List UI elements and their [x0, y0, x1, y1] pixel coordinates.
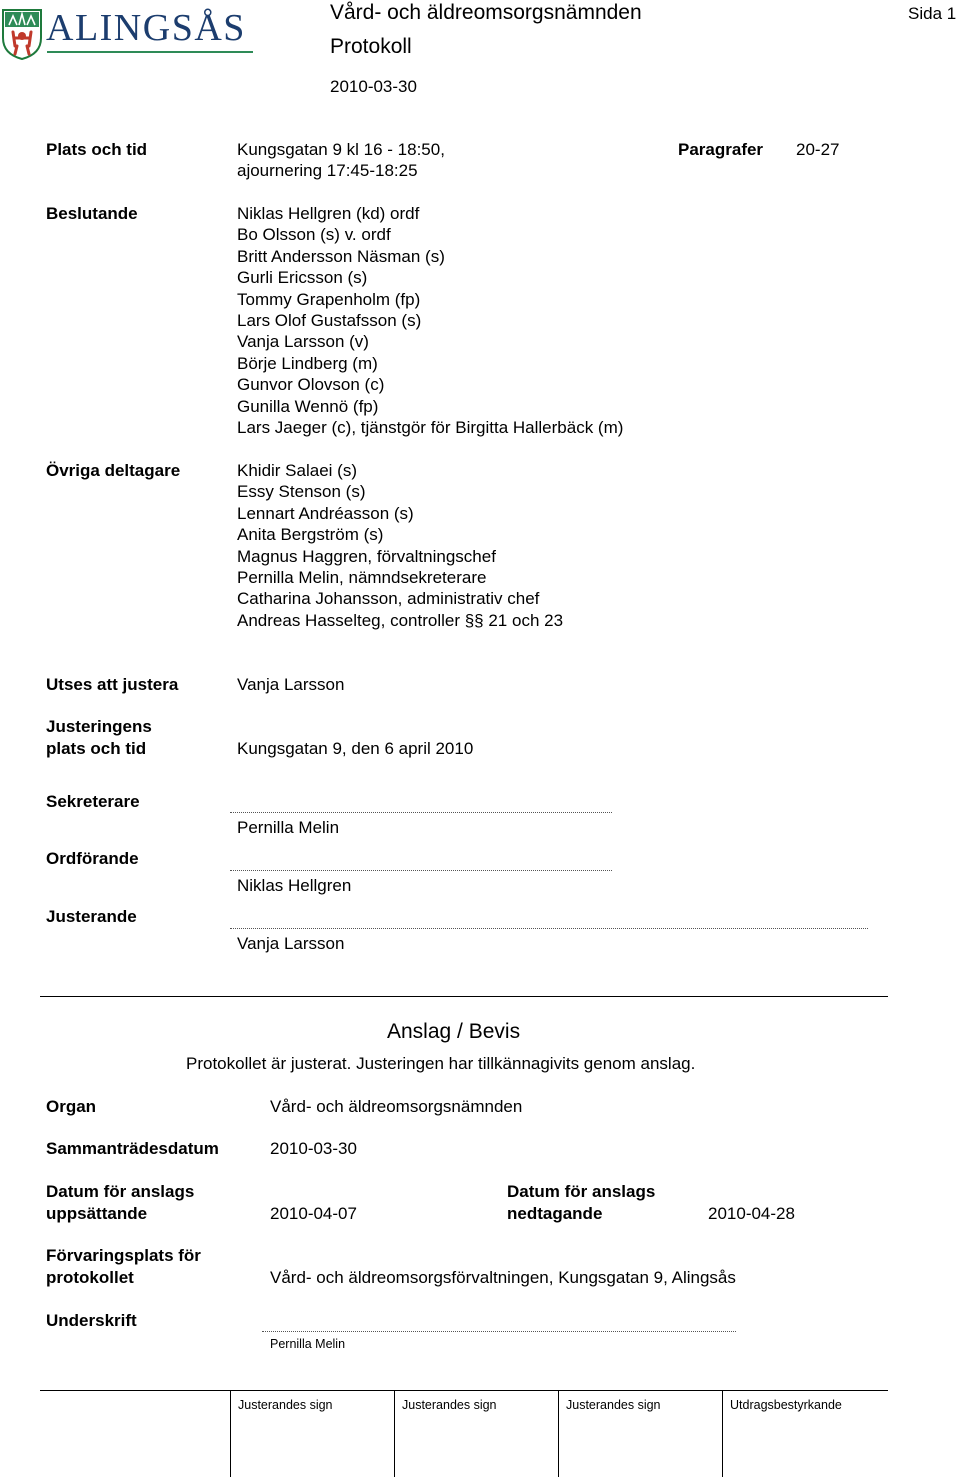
notice-statement: Protokollet är justerat. Justeringen har tillkännagivits genom anslag. — [186, 1054, 696, 1073]
participant-item: Khidir Salaei (s) — [237, 461, 357, 480]
coat-of-arms-icon — [1, 8, 43, 60]
member-item: Gunilla Wennö (fp) — [237, 396, 379, 416]
footer-sign-cell: Justerandes sign — [238, 1398, 333, 1412]
participant-item: Lennart Andréasson (s) — [237, 503, 414, 523]
page-number: Sida 1 — [908, 4, 957, 23]
meeting-date-label: Sammanträdesdatum — [46, 1139, 219, 1158]
member-item: Gunvor Olovson (c) — [237, 375, 385, 395]
footer-col-separator — [230, 1391, 231, 1477]
member-item: Börje Lindberg (m) — [237, 353, 378, 373]
place-label: Plats och tid — [46, 140, 148, 159]
logo-underline — [47, 51, 253, 53]
member-item: Britt Andersson Näsman (s) — [237, 246, 445, 266]
member-item: Tommy Grapenholm (fp) — [237, 289, 421, 309]
member-item: Lars Olof Gustafsson (s) — [237, 311, 422, 331]
adjustment-label-line: plats och tid — [46, 738, 147, 758]
participant-item: Magnus Haggren, förvaltningschef — [237, 546, 496, 566]
others-label: Övriga deltagare — [46, 461, 181, 480]
member-item: Bo Olsson (s) v. ordf — [237, 225, 391, 245]
document-date: 2010-03-30 — [330, 77, 417, 96]
meeting-date-value: 2010-03-30 — [270, 1139, 357, 1158]
storage-value: Vård- och äldreomsorgsförvaltningen, Kungsgatan 9, Alingsås — [270, 1268, 736, 1287]
organ-value: Vård- och äldreomsorgsnämnden — [270, 1097, 523, 1116]
committee-title: Vård- och äldreomsorgsnämnden — [330, 1, 642, 24]
footer-certification-cell: Utdragsbestyrkande — [730, 1398, 842, 1412]
decision-members — [237, 203, 623, 438]
posted-label-line: Datum för anslags — [46, 1182, 195, 1201]
logo-text: ALINGSÅS — [46, 7, 246, 49]
organ-label: Organ — [46, 1097, 97, 1116]
footer-col-separator — [394, 1391, 395, 1477]
storage-label-line: protokollet — [46, 1267, 134, 1287]
footer-sign-cell: Justerandes sign — [566, 1398, 661, 1412]
participant-item: Anita Bergström (s) — [237, 525, 384, 545]
secretary-label: Sekreterare — [46, 792, 140, 811]
footer-col-separator — [722, 1391, 723, 1477]
notice-title: Anslag / Bevis — [387, 1020, 521, 1043]
secretary-signature-line — [230, 812, 612, 813]
place-value — [237, 139, 445, 182]
other-participants — [237, 460, 563, 631]
removed-label-line: nedtagande — [507, 1203, 603, 1223]
decision-label: Beslutande — [46, 204, 138, 223]
municipality-logo — [0, 6, 260, 62]
footer-col-separator — [558, 1391, 559, 1477]
removed-label-line: Datum för anslags — [507, 1182, 656, 1201]
adjustment-label-line: Justeringens — [46, 717, 152, 736]
paragraphs-value: 20-27 — [796, 140, 840, 159]
adjustment-place-label — [46, 716, 152, 759]
notice-signature-line — [262, 1331, 736, 1332]
participant-item: Essy Stenson (s) — [237, 482, 366, 502]
paragraphs-label: Paragrafer — [678, 140, 764, 159]
adjuster-signature-line — [230, 928, 868, 929]
member-item: Vanja Larsson (v) — [237, 332, 369, 352]
place-line: ajournering 17:45-18:25 — [237, 161, 418, 181]
adjuster-value: Vanja Larsson — [237, 675, 345, 694]
adjuster-label: Utses att justera — [46, 675, 179, 694]
section-divider — [40, 996, 888, 997]
member-item: Gurli Ericsson (s) — [237, 268, 368, 288]
notice-signature-name: Pernilla Melin — [270, 1337, 346, 1351]
removed-date-label — [507, 1181, 655, 1224]
chair-label: Ordförande — [46, 849, 139, 868]
chair-signature-line — [230, 870, 612, 871]
storage-label — [46, 1245, 201, 1288]
posted-label-line: uppsättande — [46, 1203, 148, 1223]
footer-sign-cell: Justerandes sign — [402, 1398, 497, 1412]
storage-label-line: Förvaringsplats för — [46, 1246, 201, 1265]
member-item: Lars Jaeger (c), tjänstgör för Birgitta Hallerbäck (m) — [237, 418, 624, 438]
posted-date-label — [46, 1181, 194, 1224]
chair-name: Niklas Hellgren — [237, 876, 352, 895]
place-line: Kungsgatan 9 kl 16 - 18:50, — [237, 140, 445, 159]
participant-item: Catharina Johansson, administrativ chef — [237, 589, 540, 609]
footer-divider — [40, 1390, 888, 1391]
justering-label: Justerande — [46, 907, 137, 926]
signature-label: Underskrift — [46, 1311, 137, 1330]
participant-item: Pernilla Melin, nämndsekreterare — [237, 568, 487, 588]
posted-date-value: 2010-04-07 — [270, 1204, 357, 1223]
adjustment-place-value: Kungsgatan 9, den 6 april 2010 — [237, 739, 474, 758]
member-item: Niklas Hellgren (kd) ordf — [237, 204, 420, 223]
adjuster-name: Vanja Larsson — [237, 934, 345, 953]
participant-item: Andreas Hasselteg, controller §§ 21 och 23 — [237, 610, 564, 630]
document-type: Protokoll — [330, 35, 412, 58]
secretary-name: Pernilla Melin — [237, 818, 340, 837]
removed-date-value: 2010-04-28 — [708, 1204, 795, 1223]
